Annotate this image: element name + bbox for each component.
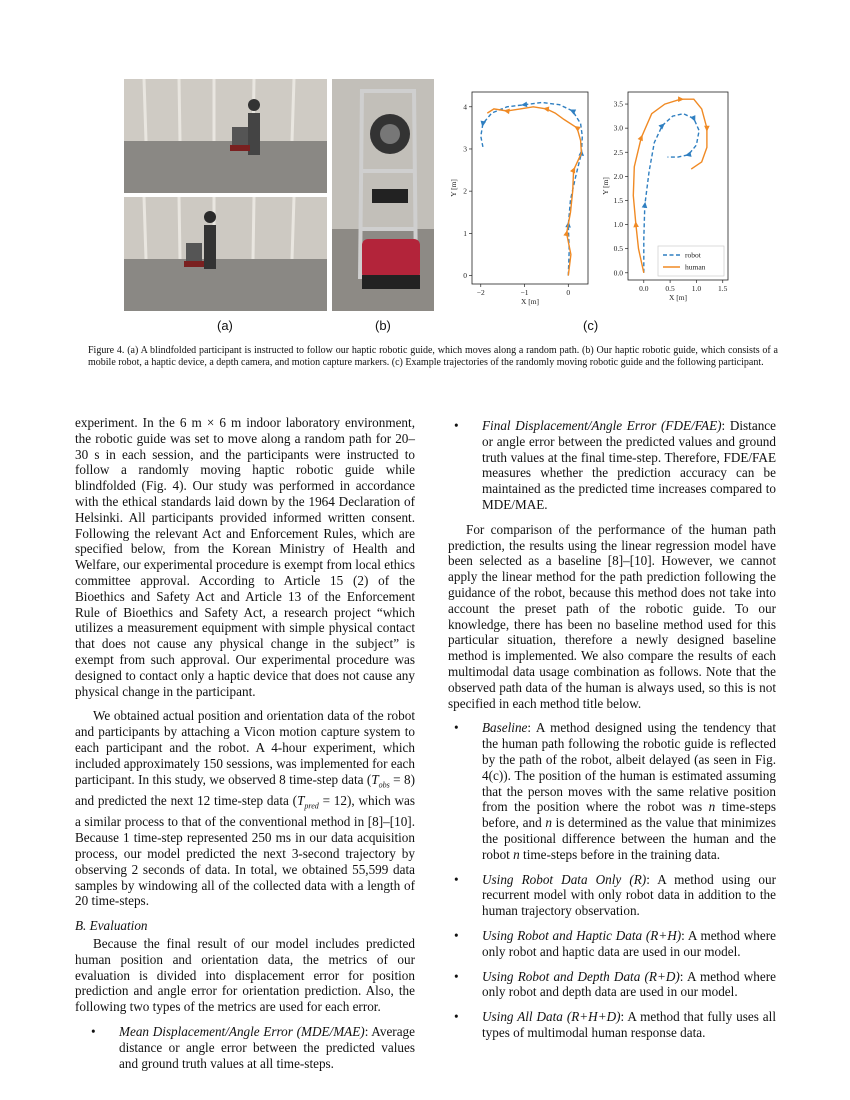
- left-column: [75, 415, 415, 1071]
- y-tick-label: 1.0: [613, 220, 623, 230]
- x-tick-label: −2: [476, 288, 485, 297]
- x-tick-label: 0: [566, 288, 571, 297]
- y-tick-label: 0.5: [613, 244, 623, 254]
- direction-arrow: [521, 102, 528, 108]
- y-tick-label: 4: [463, 102, 467, 112]
- photo-haptic-robotic-guide: [332, 79, 434, 311]
- photo-participant-following-top: [124, 79, 327, 193]
- list-item-all-data: • Using All Data (R+H+D): A method that fully uses all types of multimodal human response data.: [454, 1009, 776, 1040]
- photo-participant-following-bottom: [124, 197, 327, 311]
- y-axis-label: Y [m]: [601, 177, 610, 195]
- y-tick-label: 1: [463, 228, 467, 238]
- y-tick-label: 2.0: [613, 171, 623, 181]
- direction-arrow: [570, 166, 578, 174]
- y-tick-label: 3.0: [613, 123, 623, 133]
- human-trajectory-line: [487, 107, 581, 276]
- x-axis-label: X [m]: [520, 297, 540, 306]
- direction-arrow: [638, 133, 646, 141]
- direction-arrow: [690, 115, 698, 123]
- list-item-mde-mae: • Mean Displacement/Angle Error (MDE/MAE): Average distance or angle error between the predicted values and ground truth values at all time-steps.: [91, 1023, 415, 1071]
- robot-trajectory-line: [481, 103, 583, 276]
- y-tick-label: 3.5: [613, 99, 623, 109]
- section-heading-evaluation: B. Evaluation: [75, 918, 148, 934]
- x-tick-label: 1.0: [691, 284, 702, 293]
- paragraph-evaluation: Because the final result of our model includes predicted human position and orientation data, the metrics of our evaluation is divided into displacement error for position prediction and angle error for orientation prediction. Also, the following two types of the metrics are used for each error.: [75, 935, 415, 1015]
- list-item-robot-only: • Using Robot Data Only (R): A method using our recurrent model with only robot data in addition to the human trajectory observation.: [454, 871, 776, 919]
- legend-label: robot: [685, 250, 701, 260]
- y-tick-label: 0: [463, 271, 467, 281]
- list-item-robot-haptic: • Using Robot and Haptic Data (R+H): A method where only robot and haptic data are used in our model.: [454, 927, 776, 959]
- paragraph-baseline-comparison: For comparison of the performance of the human path prediction, the results using the linear regression model have been selected as a baseline [8]–[10]. However, we cannot apply the linear method for the path prediction following the guidance of the robot, because this method does not take into account the preset path of the robotic guide. To our knowledge, there has been no baseline method used for this particular situation, therefore a newly designed baseline method is implemented. We also compare the results of each multimodal data usage combination as follows. Note that the observed path data of the human is always used, so this is not specified in each method title below.: [448, 521, 776, 711]
- y-tick-label: 1.5: [613, 195, 623, 205]
- y-axis-label: Y [m]: [449, 179, 458, 197]
- y-tick-label: 2: [463, 186, 467, 196]
- direction-arrow: [658, 121, 666, 129]
- list-item-robot-depth: • Using Robot and Depth Data (R+D): A method where only robot and depth data are used in our model.: [454, 968, 776, 1000]
- y-tick-label: 2.5: [613, 147, 623, 157]
- paragraph-experiment: experiment. In the 6 m × 6 m indoor laboratory environment, the robotic guide was set to move along a random path for 20–30 s in each session, and the participants were instructed to follow a randomly moving haptic robotic guide while blindfolded (Fig. 4). Our study was performed in accordance with the ethical standards laid down by the 1964 Declaration of Helsinki. All participants provided informed written consent. Following the relevant Act and Enforcement Rules, which are specified below, from the Korean Ministry of Health and Welfare, our experimental procedure is exempt from local ethics committee approval. According to Article 15 (2) of the Bioethics and Safety Act and Article 13 of the Enforcement Rule of Bioethics and Safety Act, a research project “which utilizes a measurement equipment with simple physical contact that does not cause any physical change in the subject” is exempt from such approval. Our experimental procedure was designed to contact only a haptic device that does not cause any physical change in the participant.: [75, 415, 415, 699]
- x-tick-label: 1.5: [718, 284, 728, 293]
- panel-label-c: (c): [583, 318, 599, 333]
- y-tick-label: 0.0: [613, 268, 623, 278]
- list-item-fde-fae: • Final Displacement/Angle Error (FDE/FAE): Distance or angle error between the predicted values and ground truth values at the final time-step. Therefore, FDE/FAE measures whether the prediction accuracy can be maintained as the predicted time increases compared to MDE/MAE.: [454, 418, 776, 512]
- x-tick-label: −1: [520, 288, 529, 297]
- panel-label-b: (b): [375, 318, 391, 333]
- direction-arrow: [573, 124, 581, 132]
- x-axis-label: X [m]: [668, 293, 688, 302]
- trajectory-chart-2: [600, 88, 730, 314]
- direction-arrow: [633, 221, 639, 227]
- trajectory-chart-1: [448, 88, 590, 314]
- direction-arrow: [678, 96, 684, 102]
- panel-label-a: (a): [217, 318, 233, 333]
- x-tick-label: 0.5: [665, 284, 675, 293]
- right-column: [448, 418, 776, 1041]
- list-item-baseline: • Baseline: A method designed using the tendency that the human path following the robotic guide is reflected by the path of the robot, albeit delayed (as seen in Fig. 4(c)). The position of the human is estimated assuming that the person moves with the same relative position from the position where the robot was n time-steps before, and n is determined as the value that minimizes the positional difference between the human and the robot n time-steps before in the training data.: [454, 720, 776, 862]
- paragraph-data-acquisition: We obtained actual position and orientation data of the robot and participants by attaching a Vicon motion capture system to each participant and the robot. A 4-hour experiment, which included approximately 150 sessions, was implemented for each participant. In this study, we observed 8 time-step data $(T_{obs} = 8)$ and predicted the next 12 time-step data $(T_{pred} = 12)$, which was a similar process to that of the conventional method in [8]–[10]. Because 1 time-step represented 250 ms in our data acquisition process, our model predicted the next 3-second trajectory by observing 2 seconds of data. In total, we obtained 55,599 data samples by windowing all of the collected data with a length of 20 time-steps.: [75, 708, 415, 909]
- x-tick-label: 0.0: [639, 284, 649, 293]
- direction-arrow: [704, 126, 710, 132]
- y-tick-label: 3: [463, 144, 467, 154]
- figure-caption: Figure 4. (a) A blindfolded participant is instructed to follow our haptic robotic guide, which moves along a random path. (b) Our haptic robotic guide, which consists of a mobile robot, a haptic device, a depth camera, and motion capture markers. (c) Example trajectories of the randomly moving robotic guide and the following participant.: [88, 345, 778, 368]
- legend-label: human: [685, 262, 706, 272]
- direction-arrow: [642, 201, 648, 208]
